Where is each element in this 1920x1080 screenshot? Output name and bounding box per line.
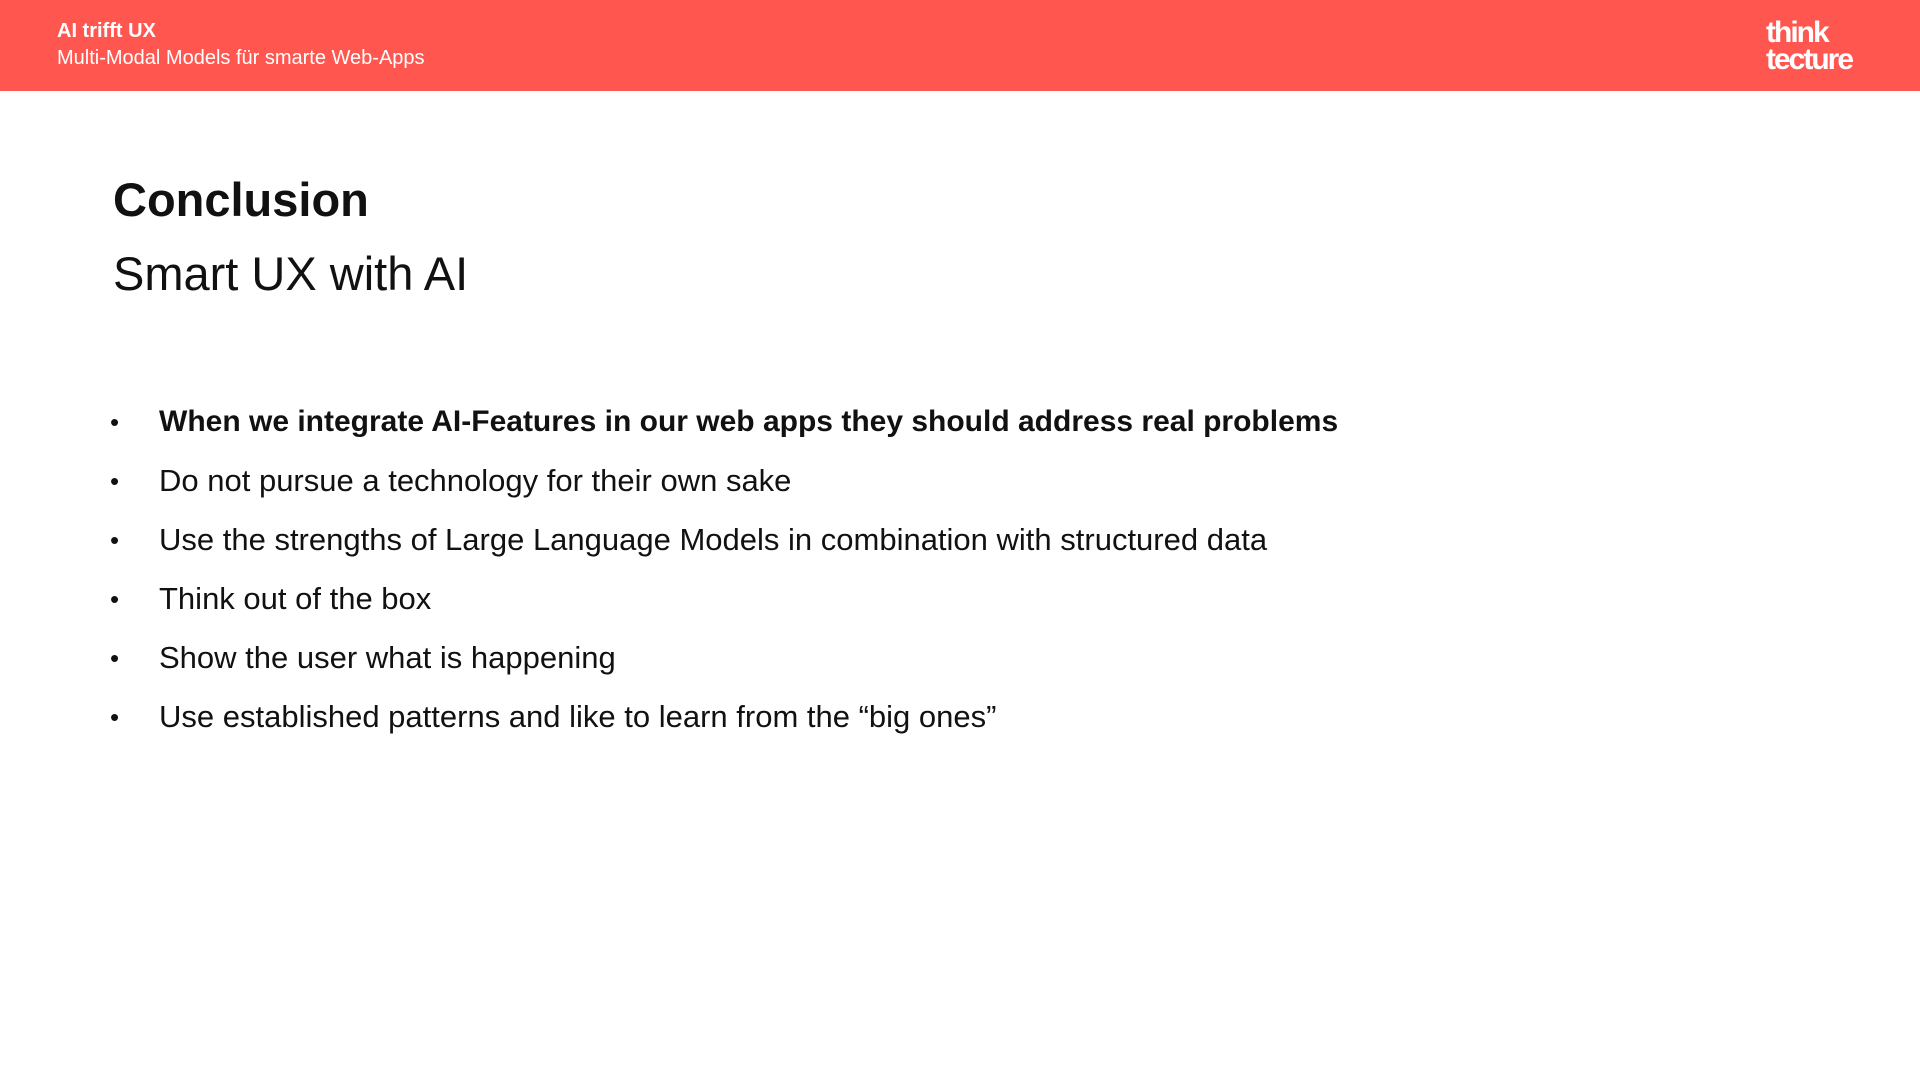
logo-line-think: think [1766, 16, 1828, 49]
bullet-text: When we integrate AI-Features in our web apps they should address real problems [159, 405, 1339, 438]
logo-line-tecture: tecture [1766, 43, 1853, 76]
bullet-text: Do not pursue a technology for their own sake [159, 463, 792, 498]
bullet-icon: • [110, 407, 120, 437]
bullet-text: Use established patterns and like to learn from the “big ones” [159, 699, 997, 734]
bullet-icon: • [110, 643, 120, 673]
bullet-icon: • [110, 584, 120, 614]
bullet-icon: • [110, 525, 120, 555]
bullet-text: Think out of the box [159, 581, 432, 616]
slide-title: Conclusion [113, 173, 369, 226]
bullet-text: Show the user what is happening [159, 640, 616, 675]
thinktecture-logo [1766, 16, 1866, 76]
bullet-icon: • [110, 702, 120, 732]
bullet-icon: • [110, 466, 120, 496]
header-bar [0, 0, 1920, 91]
bullet-text: Use the strengths of Large Language Models in combination with structured data [159, 522, 1268, 557]
header-subtitle: Multi-Modal Models für smarte Web-Apps [57, 47, 425, 69]
header-title: AI trifft UX [57, 20, 156, 42]
slide-subtitle: Smart UX with AI [113, 247, 469, 300]
